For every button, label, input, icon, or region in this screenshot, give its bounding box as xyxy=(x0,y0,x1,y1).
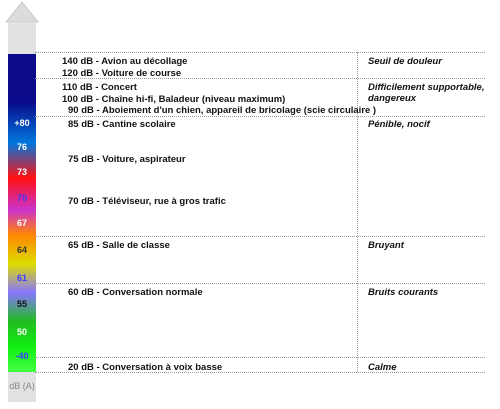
scale-value: 64 xyxy=(16,245,27,255)
scale-value: 50 xyxy=(16,327,27,337)
scale-value: 76 xyxy=(16,142,27,152)
level-70: 70 dB - Téléviseur, rue à gros trafic xyxy=(68,196,226,207)
category-calme: Calme xyxy=(368,362,397,373)
level-65: 65 dB - Salle de classe xyxy=(68,240,170,251)
category-bruits-courants: Bruits courants xyxy=(368,287,439,298)
scale-value: 67 xyxy=(16,218,27,228)
arrow-shaft-top xyxy=(8,22,36,54)
separator xyxy=(35,236,485,237)
level-120: 120 dB - Voiture de course xyxy=(62,68,182,79)
level-75: 75 dB - Voiture, aspirateur xyxy=(68,154,186,165)
category-difficilement-supportable: Difficilement supportable, dangereux xyxy=(368,82,485,104)
scale-value: 70 xyxy=(16,193,27,203)
separator xyxy=(35,357,485,358)
colour-gradient-bar xyxy=(8,54,36,372)
separator xyxy=(35,52,485,53)
scale-value-prefix: - xyxy=(15,351,19,361)
level-100: 100 dB - Chaîne hi-fi, Baladeur (niveau maximum) xyxy=(62,94,286,105)
scale-value-number: 40 xyxy=(18,351,29,361)
level-20: 20 dB - Conversation à voix basse xyxy=(68,362,223,373)
scale-value: 55 xyxy=(16,299,27,309)
level-85: 85 dB - Cantine scolaire xyxy=(68,119,176,130)
separator xyxy=(35,116,485,117)
level-110: 110 dB - Concert xyxy=(62,82,137,93)
scale-value: 61 xyxy=(16,273,27,283)
level-90: 90 dB - Aboiement d'un chien, appareil de bricolage (scie circulaire ) xyxy=(68,105,377,116)
separator xyxy=(35,283,485,284)
level-60: 60 dB - Conversation normale xyxy=(68,287,203,298)
level-140: 140 dB - Avion au décollage xyxy=(62,56,188,67)
category-penible: Pénible, nocif xyxy=(368,119,430,130)
arrow-head xyxy=(6,2,38,22)
scale-value: 73 xyxy=(16,167,27,177)
scale-value: +80 xyxy=(14,118,30,128)
category-bruyant: Bruyant xyxy=(368,240,404,251)
decibel-scale-arrow xyxy=(0,0,44,409)
scale-unit-label: dB (A) xyxy=(9,381,35,391)
column-divider xyxy=(357,52,358,372)
scale-value xyxy=(8,351,36,361)
category-seuil-douleur: Seuil de douleur xyxy=(368,56,442,67)
